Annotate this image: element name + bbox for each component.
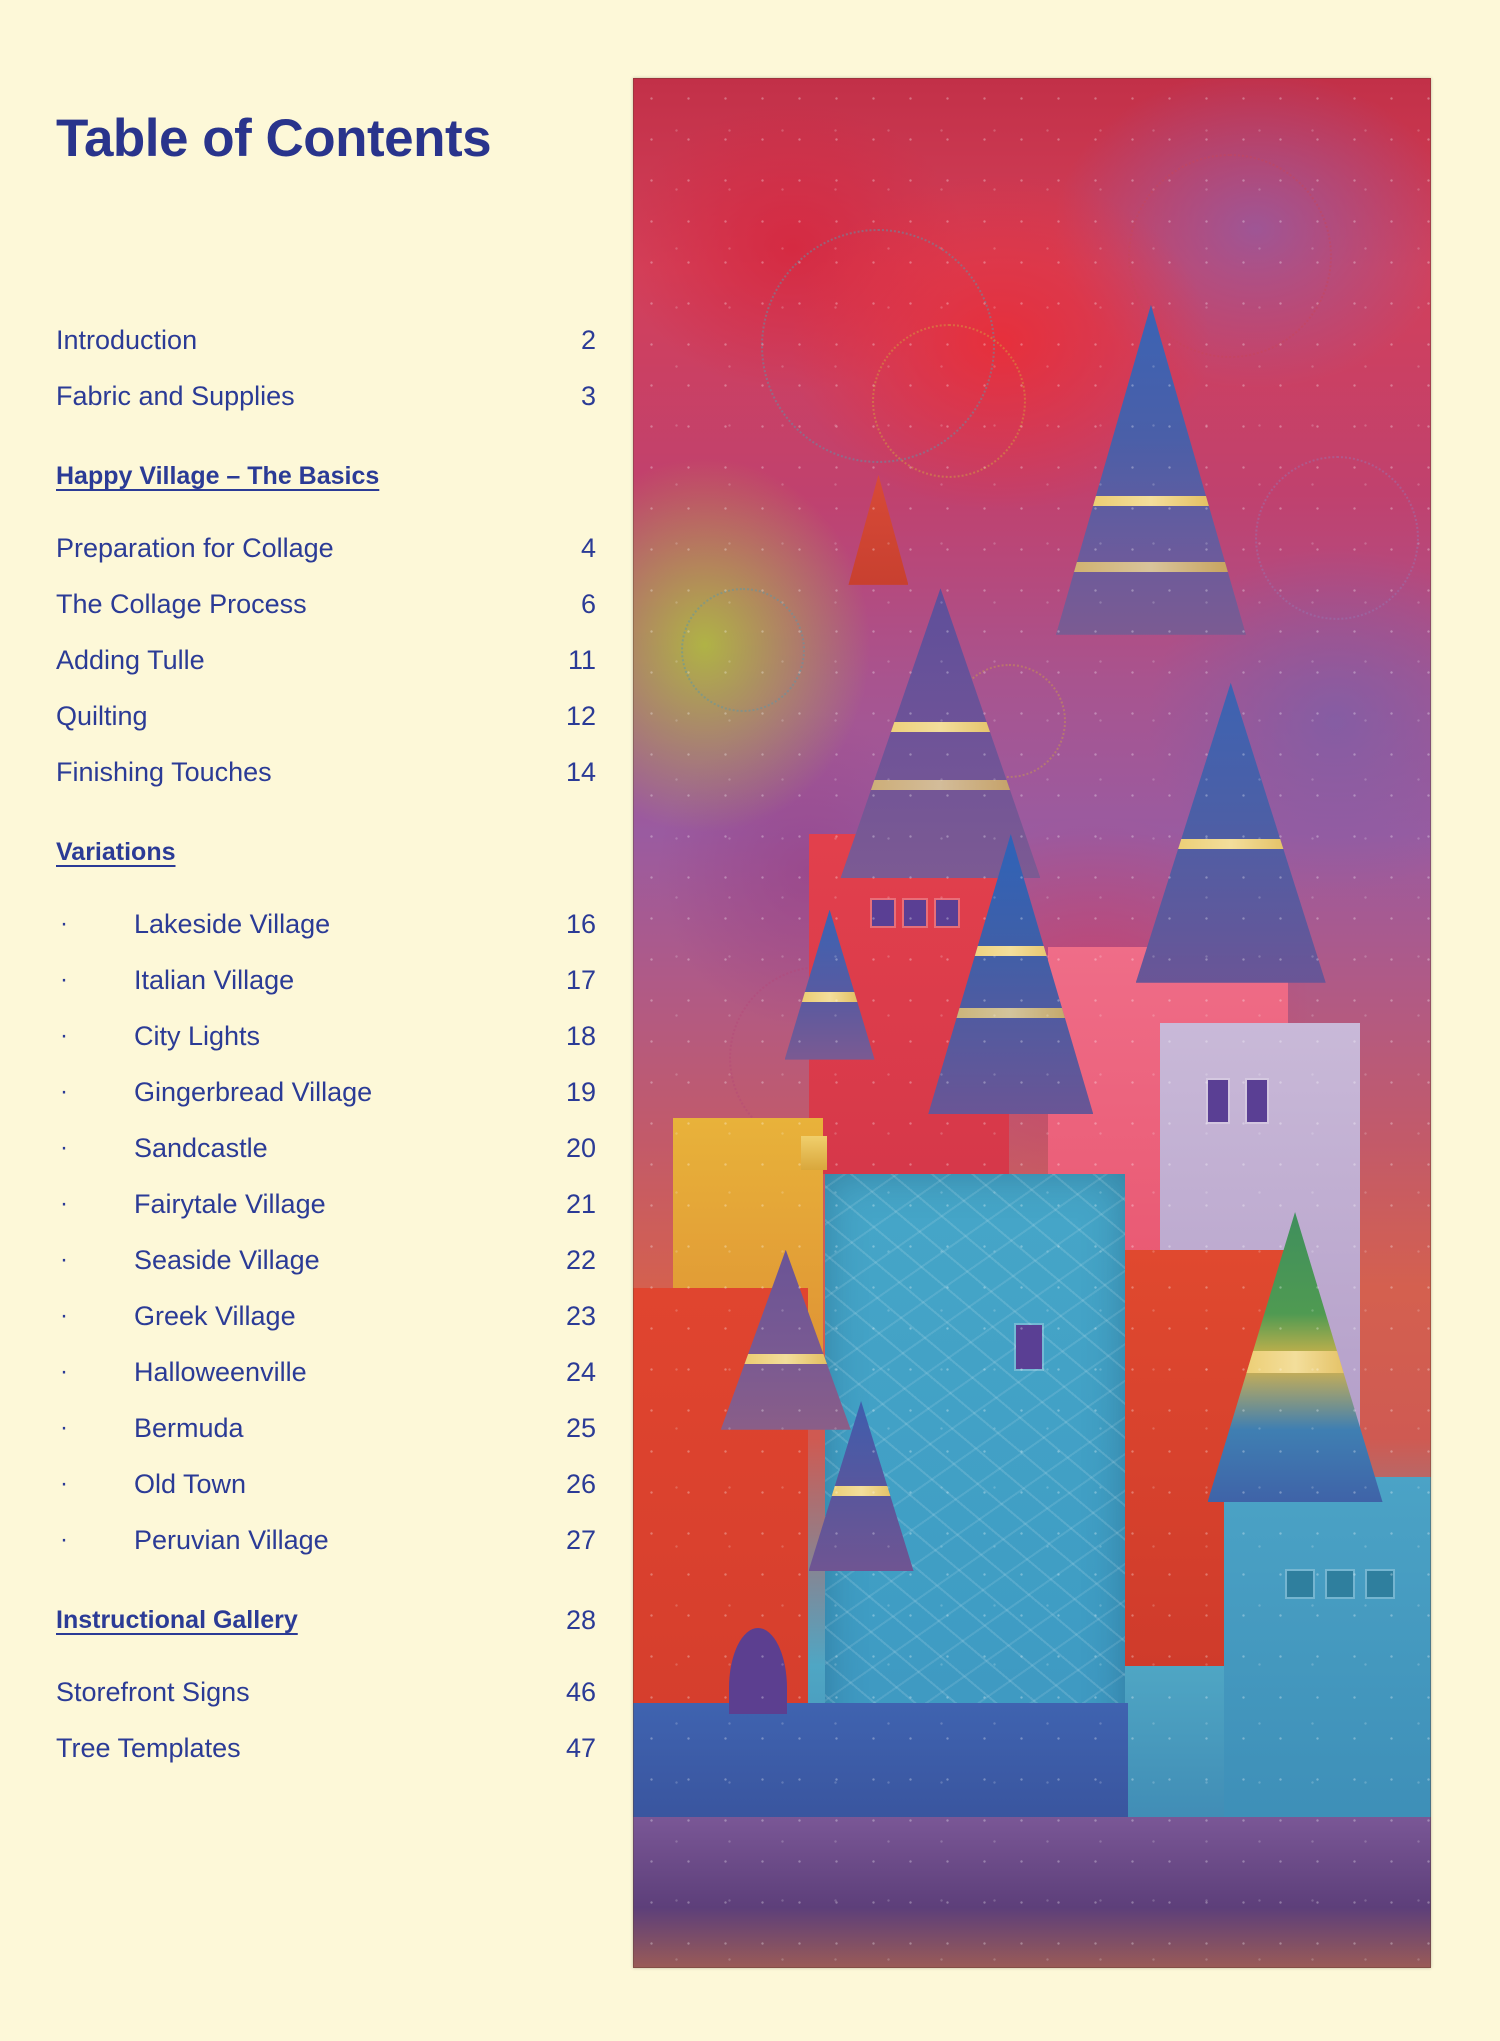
toc-entry-page-number: 47 <box>565 1733 596 1763</box>
toc-entry-label: Sandcastle <box>134 1133 268 1163</box>
toc-entry[interactable] <box>56 1120 616 1176</box>
toc-entry[interactable] <box>56 822 616 882</box>
bullet-icon: · <box>60 1302 68 1329</box>
toc-entry-page-number: 28 <box>565 1605 596 1635</box>
bullet-icon: · <box>60 1414 68 1441</box>
happy-village-quilt-photo <box>633 78 1431 1968</box>
toc-entry[interactable] <box>56 1456 616 1512</box>
toc-spacer <box>56 1568 616 1590</box>
bullet-icon: · <box>60 1190 68 1217</box>
toc-entry[interactable] <box>56 576 616 632</box>
toc-entry-label: Halloweenville <box>134 1357 307 1387</box>
toc-entry-list <box>56 312 616 1776</box>
toc-entry-label: Old Town <box>134 1469 247 1499</box>
bullet-icon: · <box>60 910 68 937</box>
toc-entry-label: Fabric and Supplies <box>56 381 295 411</box>
toc-entry-label: Seaside Village <box>134 1245 320 1275</box>
toc-entry-page-number: 16 <box>565 909 596 939</box>
toc-entry[interactable] <box>56 1008 616 1064</box>
glitter-texture-overlay <box>633 78 1431 1968</box>
bullet-icon: · <box>60 1078 68 1105</box>
toc-entry[interactable] <box>56 1512 616 1568</box>
toc-entry-label: Gingerbread Village <box>134 1077 373 1107</box>
toc-entry[interactable] <box>56 1232 616 1288</box>
toc-entry-page-number: 21 <box>565 1189 596 1219</box>
toc-entry-page-number: 46 <box>565 1677 596 1707</box>
quilt-artwork-canvas <box>633 78 1431 1968</box>
toc-entry[interactable] <box>56 688 616 744</box>
toc-entry[interactable] <box>56 952 616 1008</box>
bullet-icon: · <box>60 1470 68 1497</box>
toc-entry[interactable] <box>56 1400 616 1456</box>
toc-spacer <box>56 1650 616 1664</box>
table-of-contents <box>56 0 616 2041</box>
toc-entry-label: Variations <box>56 838 176 866</box>
toc-entry-label: Quilting <box>56 701 148 731</box>
toc-spacer <box>56 424 616 446</box>
toc-entry-label: Instructional Gallery <box>56 1606 298 1634</box>
toc-entry[interactable] <box>56 744 616 800</box>
toc-entry-page-number: 6 <box>580 589 596 619</box>
toc-entry[interactable] <box>56 312 616 368</box>
toc-entry-page-number: 11 <box>567 645 596 675</box>
toc-entry-page-number: 26 <box>565 1469 596 1499</box>
toc-entry[interactable] <box>56 446 616 506</box>
toc-entry-label: Italian Village <box>134 965 295 995</box>
toc-entry[interactable] <box>56 1344 616 1400</box>
toc-entry[interactable] <box>56 1720 616 1776</box>
bullet-icon: · <box>60 1134 68 1161</box>
toc-entry-label: Bermuda <box>134 1413 244 1443</box>
toc-entry-page-number: 3 <box>580 381 596 411</box>
bullet-icon: · <box>60 966 68 993</box>
toc-entry[interactable] <box>56 1176 616 1232</box>
toc-entry[interactable] <box>56 1288 616 1344</box>
toc-entry-label: Introduction <box>56 325 198 355</box>
toc-entry[interactable] <box>56 520 616 576</box>
toc-entry-label: Lakeside Village <box>134 909 331 939</box>
toc-entry-page-number: 20 <box>565 1133 596 1163</box>
toc-entry-page-number: 19 <box>565 1077 596 1107</box>
bullet-icon: · <box>60 1022 68 1049</box>
toc-entry[interactable] <box>56 1590 616 1650</box>
toc-entry-page-number: 27 <box>565 1525 596 1555</box>
toc-entry[interactable] <box>56 368 616 424</box>
toc-entry-label: The Collage Process <box>56 589 307 619</box>
toc-entry-page-number: 22 <box>565 1245 596 1275</box>
toc-entry[interactable] <box>56 1064 616 1120</box>
toc-entry-label: Greek Village <box>134 1301 296 1331</box>
toc-entry-page-number: 18 <box>565 1021 596 1051</box>
bullet-icon: · <box>60 1358 68 1385</box>
bullet-icon: · <box>60 1526 68 1553</box>
toc-entry-page-number: 14 <box>565 757 596 787</box>
toc-entry-label: City Lights <box>134 1021 261 1051</box>
toc-entry-page-number: 25 <box>565 1413 596 1443</box>
page-title: Table of Contents <box>56 109 492 168</box>
toc-entry-page-number: 4 <box>580 533 596 563</box>
toc-entry[interactable] <box>56 1664 616 1720</box>
toc-entry-label: Finishing Touches <box>56 757 272 787</box>
toc-entry-label: Tree Templates <box>56 1733 241 1763</box>
toc-entry-label: Happy Village – The Basics <box>56 462 380 490</box>
toc-entry-label: Storefront Signs <box>56 1677 250 1707</box>
toc-spacer <box>56 800 616 822</box>
toc-entry-page-number: 24 <box>565 1357 596 1387</box>
bullet-icon: · <box>60 1246 68 1273</box>
toc-spacer <box>56 506 616 520</box>
toc-entry-page-number: 23 <box>565 1301 596 1331</box>
toc-entry-page-number: 2 <box>580 325 596 355</box>
toc-entry[interactable] <box>56 632 616 688</box>
toc-entry-page-number: 12 <box>565 701 596 731</box>
toc-entry[interactable] <box>56 896 616 952</box>
toc-entry-label: Adding Tulle <box>56 645 205 675</box>
toc-entry-label: Fairytale Village <box>134 1189 326 1219</box>
toc-entry-page-number: 17 <box>565 965 596 995</box>
toc-entry-label: Peruvian Village <box>134 1525 329 1555</box>
toc-entry-label: Preparation for Collage <box>56 533 334 563</box>
toc-spacer <box>56 882 616 896</box>
